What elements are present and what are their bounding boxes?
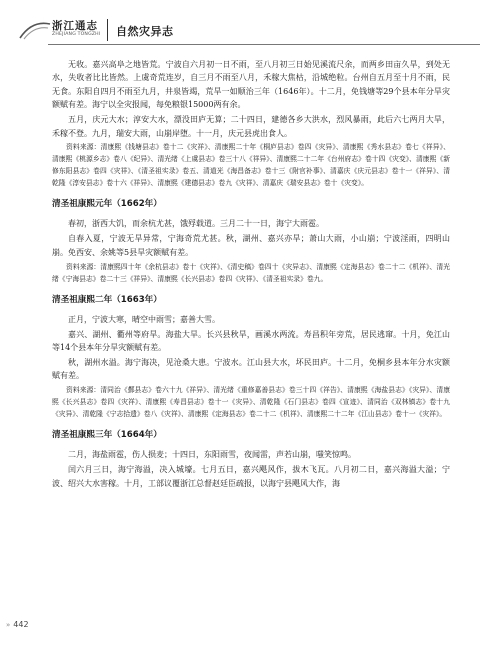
logo-subtitle: ZHEJIANG TONGZHI [52, 32, 101, 37]
year-heading: 清圣祖康熙元年（1662年） [52, 199, 162, 210]
page-arrow-icon: » [6, 621, 11, 629]
page-number: 442 [13, 620, 29, 629]
source-paragraph: 资料来源：清康熙《钱塘县志》卷十二《灾祥》、清康熙二十年《桐庐县志》卷四《灾异》、清康熙《秀水县志》卷七《祥异》、清康熙《桃源乡志》卷八《纪异》、清光绪《上虞县志》卷三十八《祥异》、清康熙二十二年《台州府志》卷十四《灾变》、清康熙《新修东阳县志》卷四《灾祥》、《清圣祖实录》卷五、清道光《海昌备志》卷十三《附官补事》、清嘉庆《庆元县志》卷十一《祥异》、清乾隆《淳安县志》卷十六《祥异》、清康熙《建德县志》卷九《灾祥》、清嘉庆《瑞安县志》卷十《灾变》。 [52, 143, 450, 188]
logo-title: 浙江通志 [52, 20, 98, 32]
header-divider [107, 19, 108, 41]
body-paragraph: 春初，浙西大饥，而余杭尤甚，饿殍载道。三月二十一日，海宁大雨雹。 [68, 219, 324, 229]
body-paragraph: 无收。嘉兴高阜之地皆荒。宁波自六月初一日不雨，至八月初三日始见溪流尺余，而两乡田亩久旱，到处无水，失收者比比皆然。上虞奇荒连岁，自三月不雨至八月，禾稼大焦枯，沿城绝粒。台州自五月至十月不雨，民无食。东阳自四月不雨至九月，井泉皆竭，荒旱一如顺治三年（1646年）。十二月，免钱塘等29个县本年分旱灾额赋有差。海宁以全灾报闻，每免粮银15000两有余。 [52, 60, 450, 110]
page-footer [6, 620, 29, 629]
body-paragraph: 二月，海盐雨雹，伤人损麦；十四日，东阳雨雪，夜闻雷，声若山崩，嗤笑惊鸣。 [68, 450, 356, 460]
body-paragraph: 闰六月三日，海宁海溢，决入城壕。七月五日，嘉兴飓风作，拔木飞瓦。八月初二日，嘉兴海溢大溢；宁波、绍兴大水害稼。十月，工部议覆浙江总督赵廷臣疏报，以海宁县飓风大作，海 [52, 465, 450, 488]
header-rule [48, 44, 480, 45]
body-paragraph: 秋，湖州水溢。海宁海决，见沧桑大患。宁波水。江山县大水，坏民田庐。十二月，免桐乡县本年分水灾额赋有差。 [52, 357, 450, 381]
page-content [52, 58, 450, 491]
section-title: 自然灾异志 [116, 25, 174, 38]
body-paragraph: 嘉兴、湖州、衢州等府旱。海盐大旱。长兴县秋旱，画溪水两流。寿昌积年旁荒，居民逃窜。十月，免江山等14个县本年分旱灾额赋有差。 [52, 329, 450, 352]
source-paragraph: 资料来源：清康熙四十年《余杭县志》卷十《灾祥》、《清史稿》卷四十《灾异志》、清康熙《定海县志》卷二十二《机祥》、清光绪《宁海县志》卷二十三《祥异》、清康熙《长兴县志》卷四《灾祥》、《清圣祖实录》卷九。 [52, 262, 450, 283]
body-paragraph: 五月，庆元大水；淳安大水，漂没田庐无算；二十四日，建德各乡大洪水，烈风暴雨，此后六七两月大旱，禾稼不登。九月，瑞安大雨，山崩岸堕。十一月，庆元县虎出食人。 [52, 115, 450, 138]
body-paragraph: 自春入夏，宁波无旱异常，宁海奇荒尤甚。秋，湖州、嘉兴亦旱；萧山大雨，小山崩；宁波淫雨，四明山崩。免西安、余姚等5县旱灾额赋有差。 [52, 234, 450, 257]
page-header [0, 0, 480, 50]
year-heading: 清圣祖康熙三年（1664年） [52, 430, 162, 441]
year-heading: 清圣祖康熙二年（1663年） [52, 294, 162, 305]
body-paragraph: 正月，宁波大寒，晴空中雨雪；嘉善大雪。 [68, 314, 220, 324]
source-paragraph: 资料来源：清同治《鄞县志》卷六十九《祥异》、清光绪《重修嘉善县志》卷三十四《祥告》、清康熙《海盐县志》《灾异》、清康熙《长兴县志》卷四《灾祥》、清康熙《寿昌县志》卷十一《灾异》、清乾隆《石门县志》卷四《宣迹》、清同治《双林镇志》卷十九《灾异》、清乾隆《宁志拾遗》卷八《灾祥》、清康熙《定海县志》卷二十二《机祥》、清康熙二十二年《江山县志》卷十一《灾祥》。 [52, 386, 450, 419]
